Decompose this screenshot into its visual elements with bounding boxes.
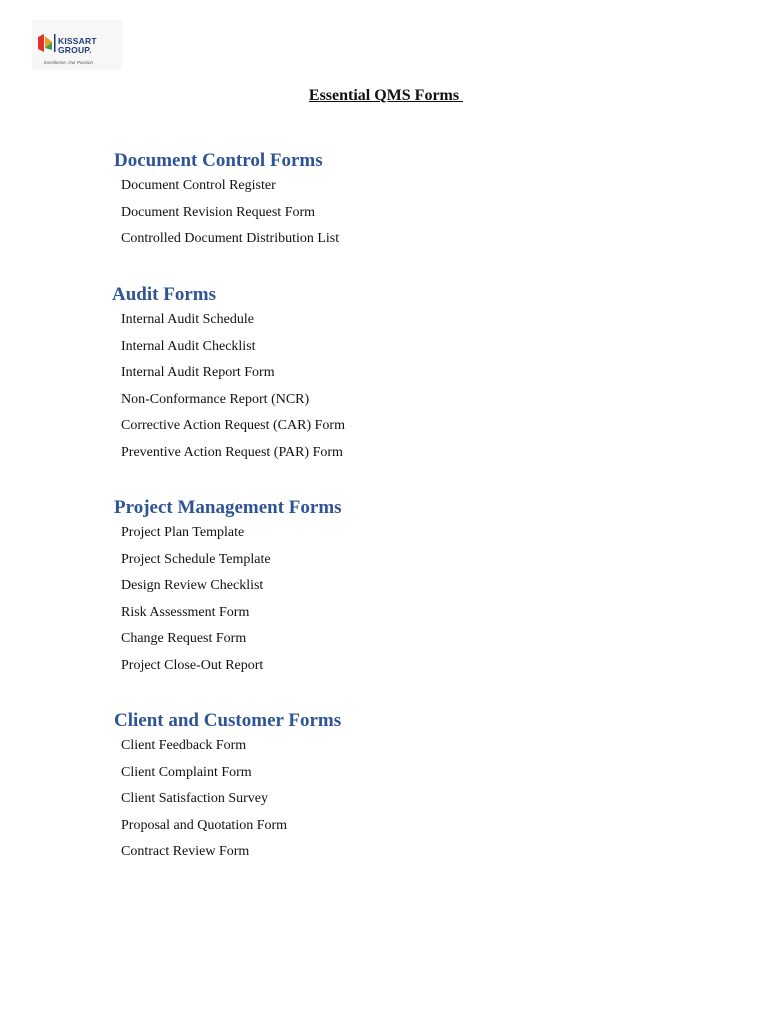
list-item: Internal Audit Schedule: [121, 312, 254, 327]
section-heading: Client and Customer Forms: [114, 710, 342, 731]
list-item: Client Satisfaction Survey: [121, 791, 268, 806]
document-title: Essential QMS Forms: [308, 87, 464, 104]
list-item: Internal Audit Checklist: [121, 338, 256, 354]
list-item: Internal Audit Report Form: [121, 365, 275, 380]
list-item: Client Feedback Form: [121, 738, 247, 753]
section-heading: Audit Forms: [112, 284, 216, 305]
section-heading: Document Control Forms: [114, 150, 323, 171]
list-item: Change Request Form: [121, 631, 247, 646]
section-heading: Project Management Forms: [114, 497, 342, 518]
form-list: [121, 733, 287, 866]
list-item: Project Close-Out Report: [121, 657, 264, 673]
form-list: [121, 307, 345, 466]
list-item: Client Complaint Form: [121, 764, 252, 780]
list-item: Risk Assessment Form: [121, 604, 250, 620]
list-item: Document Control Register: [121, 178, 276, 193]
logo-name: KISSART GROUP.: [58, 36, 97, 55]
company-logo: [32, 20, 122, 70]
logo-tagline: Excellence, Our Passion: [44, 60, 94, 65]
list-item: Controlled Document Distribution List: [121, 231, 340, 246]
form-list: [121, 173, 339, 253]
form-list: [121, 520, 271, 679]
list-item: Document Revision Request Form: [121, 204, 316, 220]
list-item: Corrective Action Request (CAR) Form: [121, 418, 345, 433]
list-item: Project Schedule Template: [121, 551, 271, 567]
list-item: Design Review Checklist: [121, 578, 264, 593]
list-item: Project Plan Template: [121, 525, 245, 540]
list-item: Contract Review Form: [121, 844, 250, 859]
list-item: Proposal and Quotation Form: [121, 817, 288, 833]
list-item: Preventive Action Request (PAR) Form: [121, 444, 343, 460]
list-item: Non-Conformance Report (NCR): [121, 391, 310, 407]
